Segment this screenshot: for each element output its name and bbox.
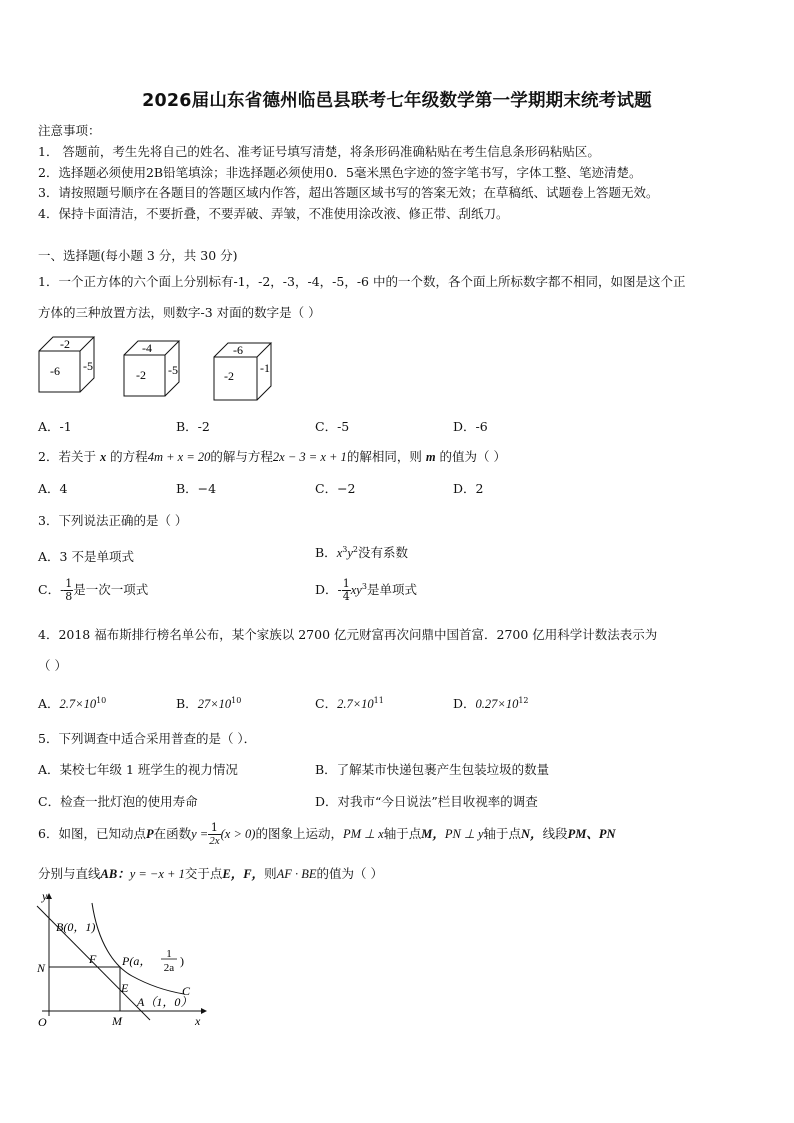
q6-stem-line1: 6．如图，已知动点P在函数y = $\frac{1}{2x}$ (x > 0)的图象上运动，PM ⊥ x轴于点M，PN ⊥ y轴于点N，线段PM、PN <box>38 821 616 847</box>
q2-equation-2: 2x − 3 = x + 1 <box>272 450 347 464</box>
q6-figure <box>32 888 212 1030</box>
cube-2 <box>124 341 179 396</box>
cube-2-front: -2 <box>136 368 146 382</box>
q5-option-c: C．检查一批灯泡的使用寿命 <box>38 794 198 809</box>
cube-3-top: -6 <box>233 343 243 357</box>
q4-option-c: C．$2.7\times 10^{11}$ <box>315 695 384 711</box>
q3-stem: 3．下列说法正确的是（ ） <box>38 513 188 528</box>
q2-equation-1: 4m + x = 20 <box>147 450 211 464</box>
label-f: F <box>89 952 97 966</box>
q5-stem: 5．下列调查中适合采用普查的是（ ）． <box>38 731 257 746</box>
q1-stem-line1: 1．一个正方体的六个面上分别标有-1，-2，-3，-4，-5，-6 中的一个数，各个面上所标数字都不相同，如图是这个正 <box>38 274 686 289</box>
label-p-num: 1 <box>166 948 172 960</box>
notice-item-2: 2．选择题必须使用2B铅笔填涂；非选择题必须使用0．5毫米黑色字迹的签字笔书写，字体工整、笔迹清楚。 <box>38 165 642 180</box>
cube-2-top: -4 <box>142 341 152 355</box>
notice-heading: 注意事项： <box>38 123 101 138</box>
page-title: 2026届山东省德州临邑县联考七年级数学第一学期期末统考试题 <box>142 91 652 111</box>
q3-option-a: A．3 不是单项式 <box>38 549 134 564</box>
label-b: B(0，1) <box>56 920 96 934</box>
label-p-den: 2a <box>163 962 175 974</box>
q2-option-b: B．−4 <box>176 481 217 496</box>
notice-item-4: 4．保持卡面清洁，不要折叠，不要弄破、弄皱，不准使用涂改液、修正带、刮纸刀。 <box>38 206 509 221</box>
rect-pm-pn <box>49 967 120 1011</box>
notice-item-3: 3．请按照题号顺序在各题目的答题区域内作答，超出答题区域书写的答案无效；在草稿纸、试题卷上答题无效。 <box>38 185 659 200</box>
q2-stem: 2．若关于 x 的方程4m + x = 20的解与方程2x − 3 = x + 1的解相同，则 m 的值为（ ） <box>38 449 507 464</box>
q1-option-d: D．-6 <box>453 419 488 434</box>
q1-stem-line2: 方体的三种放置方法，则数字-3 对面的数字是（ ） <box>38 305 321 320</box>
label-p-close: ) <box>180 954 184 968</box>
q2-option-c: C．−2 <box>315 481 356 496</box>
cube-1-front: -6 <box>50 364 60 378</box>
q4-option-b: B．$27\times 10^{10}$ <box>176 695 242 711</box>
cube-3-side: -1 <box>260 361 270 375</box>
label-x: x <box>195 1014 201 1028</box>
notice-item-1: 1． 答题前，考生先将自己的姓名、准考证号填写清楚，将条形码准确粘贴在考生信息条形码粘贴区。 <box>38 144 600 159</box>
q4-stem-line1: 4．2018 福布斯排行榜名单公布，某个家族以 2700 亿元财富再次问鼎中国首富．2700 亿用科学计数法表示为 <box>38 627 658 642</box>
cube-1-top: -2 <box>60 337 70 351</box>
q3-option-b: B．$x^3y^2$没有系数 <box>315 544 409 560</box>
q1-cubes-figure <box>36 334 296 404</box>
label-y: y <box>42 889 48 903</box>
q1-option-b: B．-2 <box>176 419 210 434</box>
section-heading: 一、选择题(每小题 3 分，共 30 分) <box>38 248 238 263</box>
cube-1 <box>39 337 94 392</box>
q2-option-a: A．4 <box>38 481 68 496</box>
q5-option-d: D．对我市“今日说法”栏目收视率的调查 <box>315 794 538 809</box>
label-a: A（1，0） <box>137 995 193 1009</box>
q5-option-a: A．某校七年级 1 班学生的视力情况 <box>38 762 238 777</box>
q3-option-c: C．- $\frac{1}{8}$ 是一次一项式 <box>38 577 149 603</box>
q6-stem-line2: 分别与直线AB：y = −x + 1交于点E，F，则AF · BE的值为（ ） <box>38 866 383 881</box>
label-e: E <box>121 981 129 995</box>
cube-3-front: -2 <box>224 369 234 383</box>
q2-option-d: D．2 <box>453 481 484 496</box>
cube-2-side: -5 <box>168 363 178 377</box>
label-c: C <box>182 984 191 998</box>
q5-option-b: B．了解某市快递包裹产生包装垃圾的数量 <box>315 762 550 777</box>
cube-3 <box>214 343 271 400</box>
q4-option-d: D．$0.27\times 10^{12}$ <box>453 695 529 711</box>
q1-option-c: C．-5 <box>315 419 350 434</box>
label-m: M <box>112 1014 122 1028</box>
q4-option-a: A．$2.7\times 10^{10}$ <box>38 695 107 711</box>
label-p: P(a， <box>122 954 152 968</box>
cube-1-side: -5 <box>83 359 93 373</box>
q3-option-d: D．- $\frac{1}{4}$ $xy^3$是单项式 <box>315 577 417 603</box>
label-n: N <box>37 961 46 975</box>
q4-stem-line2: （ ） <box>38 658 67 673</box>
q1-option-a: A．-1 <box>38 419 72 434</box>
label-origin: O <box>38 1015 47 1029</box>
